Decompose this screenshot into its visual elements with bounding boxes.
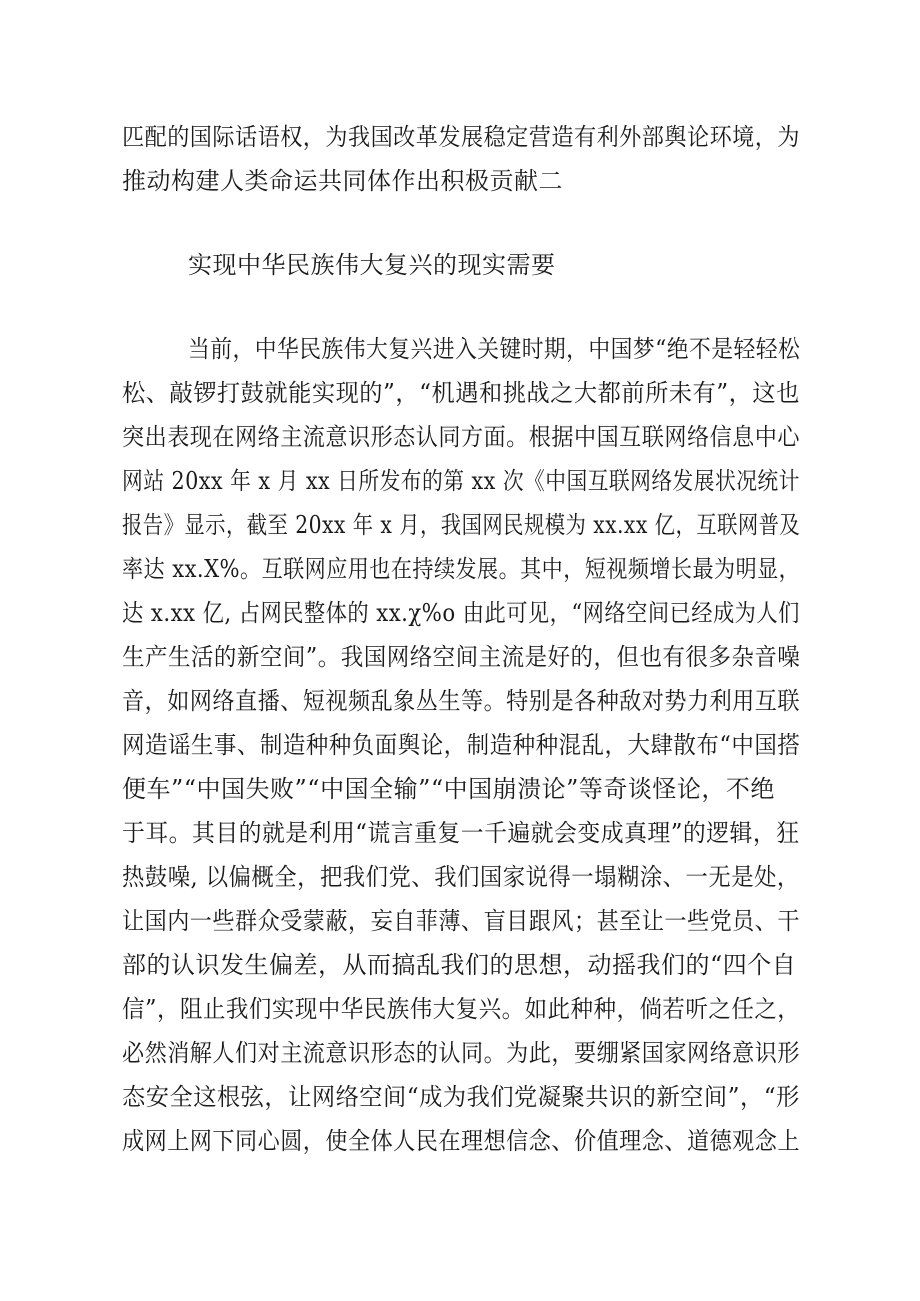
paragraph-line: 当前，中华民族伟大复兴进入关键时期，中国梦“绝不是轻轻松 xyxy=(188,335,801,363)
paragraph-line: 音，如网络直播、短视频乱象丛生等。特别是各种敌对势力利用互联 xyxy=(122,687,800,715)
paragraph-line: 让国内一些群众受蒙蔽，妄自菲薄、盲目跟风；甚至让一些党员、干 xyxy=(122,907,800,935)
paragraph-line: 松、敲锣打鼓就能实现的”，“机遇和挑战之大都前所未有”，这也 xyxy=(122,379,800,407)
paragraph-line: 网站 20xx 年 x 月 xx 日所发布的第 xx 次《中国互联网络发展状况统计 xyxy=(122,467,800,495)
paragraph-line: 报告》显示，截至 20xx 年 x 月，我国网民规模为 xx.xx 亿，互联网普及 xyxy=(122,511,801,539)
section-heading: 实现中华民族伟大复兴的现实需要 xyxy=(188,251,556,279)
paragraph-line: 必然消解人们对主流意识形态的认同。为此，要绷紧国家网络意识形 xyxy=(122,1039,800,1067)
paragraph-line: 生产生活的新空间”。我国网络空间主流是好的，但也有很多杂音噪 xyxy=(122,643,801,671)
paragraph-line: 热鼓噪, 以偏概全，把我们党、我们国家说得一塌糊涂、一无是处， xyxy=(122,863,800,891)
paragraph-line: 突出表现在网络主流意识形态认同方面。根据中国互联网络信息中心 xyxy=(122,423,800,451)
paragraph-line: 于耳。其目的就是利用“谎言重复一千遍就会变成真理”的逻辑，狂 xyxy=(122,819,800,847)
intro-line: 推动构建人类命运共同体作出积极贡献二 xyxy=(122,167,563,195)
paragraph-line: 信”，阻止我们实现中华民族伟大复兴。如此种种，倘若听之任之， xyxy=(122,995,801,1023)
paragraph-line: 便车”“中国失败”“中国全输”“中国崩溃论”等奇谈怪论，不绝 xyxy=(122,775,775,803)
paragraph-line: 网造谣生事、制造种种负面舆论，制造种种混乱，大肆散布“中国搭 xyxy=(122,731,801,759)
intro-line: 匹配的国际话语权，为我国改革发展稳定营造有利外部舆论环境，为 xyxy=(122,123,800,151)
paragraph-line: 成网上网下同心圆，使全体人民在理想信念、价值理念、道德观念上 xyxy=(122,1127,800,1155)
paragraph-line: 部的认识发生偏差，从而搞乱我们的思想，动摇我们的“四个自 xyxy=(122,951,797,979)
paragraph-line: 态安全这根弦，让网络空间“成为我们党凝聚共识的新空间”，“形 xyxy=(122,1083,800,1111)
paragraph-line: 率达 xx.X%。互联网应用也在持续发展。其中，短视频增长最为明显， xyxy=(122,555,801,583)
paragraph-line: 达 x.xx 亿, 占网民整体的 xx.χ%o 由此可见，“网络空间已经成为人们 xyxy=(122,599,800,627)
